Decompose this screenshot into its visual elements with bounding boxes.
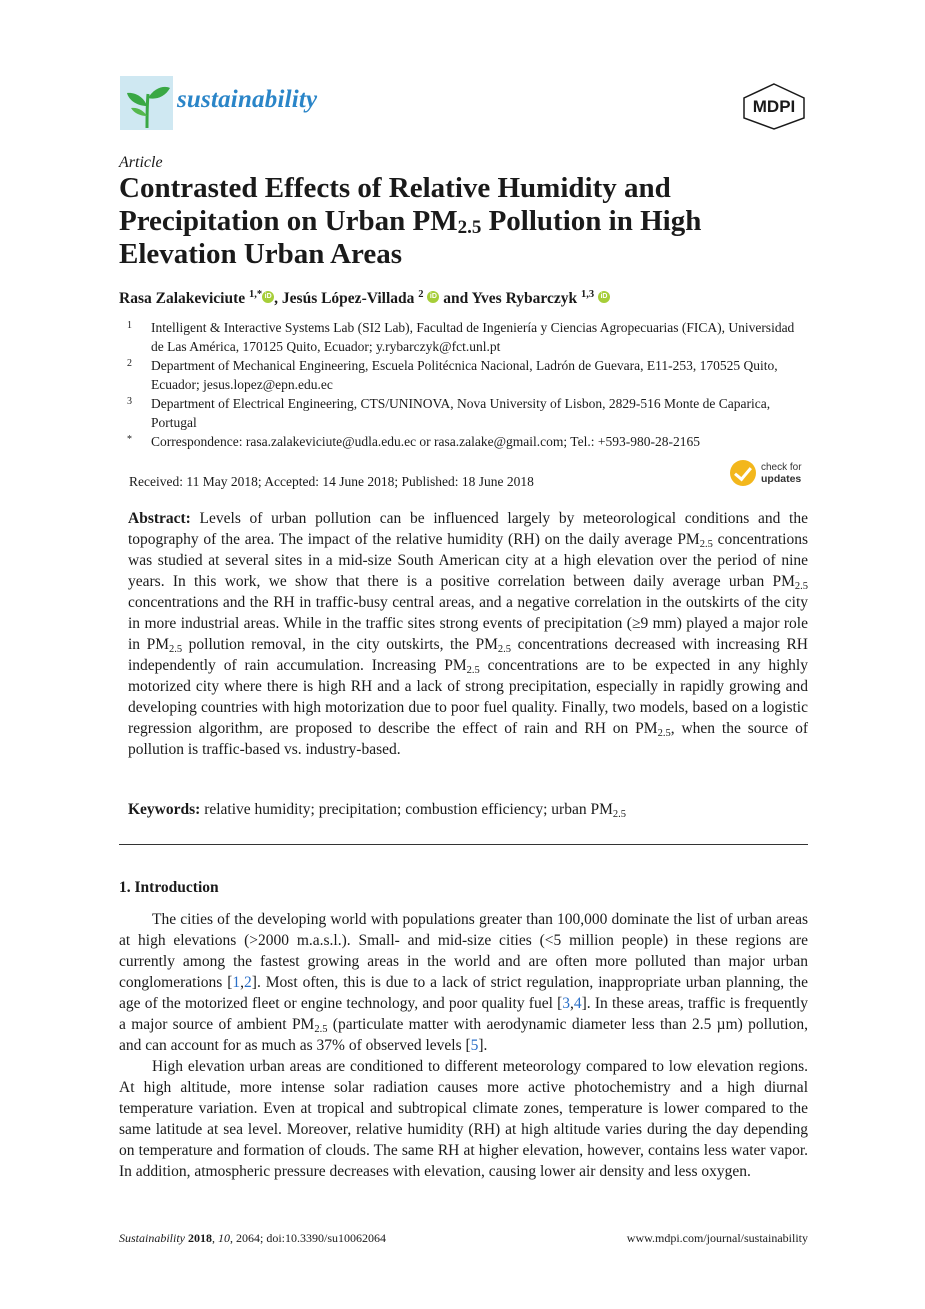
publisher-name: MDPI <box>752 97 796 116</box>
author-name: Yves Rybarczyk <box>471 290 578 308</box>
plant-icon <box>120 76 173 130</box>
article-title: Contrasted Effects of Relative Humidity and Precipitation on Urban $PM_{2.5}$ Pollution in High Elevation Urban Areas <box>119 172 702 270</box>
author-list: Rasa Zalakeviciute $^{1,*}$ iD , Jesús López-Villada $^2$ iD and Yves Rybarczyk $^{1,3}$ iD <box>119 289 610 308</box>
orcid-icon[interactable]: iD <box>427 291 439 303</box>
citation-link[interactable]: 4 <box>573 995 582 1012</box>
footer-citation: Sustainability 2018, 10, 2064; doi:10.3390/su10062064 <box>119 1231 387 1245</box>
affiliation-item: 1 Intelligent & Interactive Systems Lab (SI2 Lab), Facultad de Ingeniería y Ciencias Agropecuarias (FICA), Universidad de Las América, 170125 Quito, Ecuador; y.rybarczyk@fct.unl.pt <box>127 320 795 354</box>
citation-link[interactable]: 1 <box>232 974 241 991</box>
mdpi-logo[interactable] <box>740 82 808 130</box>
footer-url[interactable]: www.mdpi.com/journal/sustainability <box>626 1231 808 1245</box>
citation-link[interactable]: 2 <box>244 974 252 991</box>
keywords: Keywords: relative humidity; precipitation; combustion efficiency; urban $PM_{2.5}$ <box>128 801 626 820</box>
affiliation-item: 3 Department of Electrical Engineering, CTS/UNINOVA, Nova University of Lisbon, 2829-516 Monte de Caparica, Portugal <box>127 396 771 430</box>
introduction-body <box>119 909 808 1182</box>
affiliation-item: 2 Department of Mechanical Engineering, Escuela Politécnica Nacional, Ladrón de Guevara, E11-253, 170525 Quito, Ecuador; jesus.lopez@epn.edu.ec <box>127 358 778 392</box>
paragraph: High elevation urban areas are conditioned to different meteorology compared to low elevation regions. At high altitude, more intense solar radiation causes more active photochemistry and a high diurnal temperature variation. Even at tropical and subtropical climate zones, temperature is lower compared to the same latitude at sea level. Moreover, relative humidity (RH) at high altitude varies during the day depending on temperature and formation of clouds. The same RH at higher elevation, however, contains less water vapor. In addition, atmospheric pressure decreases with elevation, causing lower air density and less oxygen. <box>119 1058 808 1180</box>
journal-name[interactable]: sustainability <box>177 86 318 113</box>
publication-dates: Received: 11 May 2018; Accepted: 14 June 2018; Published: 18 June 2018 <box>129 474 534 489</box>
orcid-icon[interactable]: iD <box>598 291 610 303</box>
section-heading: 1. Introduction <box>119 879 219 896</box>
section-divider <box>119 844 808 845</box>
correspondence: * Correspondence: rasa.zalakeviciute@udla.edu.ec or rasa.zalake@gmail.com; Tel.: +593-980-28-2165 <box>127 434 700 449</box>
article-type: Article <box>119 154 163 171</box>
checkmark-icon <box>730 460 756 486</box>
journal-logo <box>120 76 173 130</box>
author-name: Jesús López-Villada <box>281 290 415 308</box>
affiliations <box>119 318 809 451</box>
orcid-icon[interactable]: iD <box>262 291 274 303</box>
author-name: Rasa Zalakeviciute <box>119 290 246 308</box>
citation-link[interactable]: 3 <box>562 995 571 1012</box>
check-for-updates-button[interactable]: check for updates <box>730 460 810 490</box>
abstract: Abstract: Levels of urban pollution can be influenced largely by meteorological conditions and the topography of the area. The impact of the relative humidity (RH) on the daily average $PM_{2.5}$ concentrations was studied at several sites in a mid-size South American city at a high elevation over the period of nine years. In this work, we show that there is a positive correlation between daily average urban $PM_{2.5}$ concentrations and the RH in traffic-busy central areas, and a negative correlation in the outskirts of the city in more industrial areas. While in the traffic sites strong events of precipitation (≥9 mm) played a major role in $PM_{2.5}$ pollution removal, in the city outskirts, the $PM_{2.5}$ concentrations decreased with increasing RH independently of rain accumulation. Increasing $PM_{2.5}$ concentrations are to be expected in any highly motorized city where there is high RH and a lack of strong precipitation, especially in rapidly growing and developing countries with high motorization due to poor fuel quality. Finally, two models, based on a logistic regression algorithm, are proposed to describe the effect of rain and RH on $PM_{2.5}$, when the source of pollution is traffic-based vs. industry-based. <box>128 510 808 758</box>
paragraph: The cities of the developing world with populations greater than 100,000 dominate the list of urban areas at high elevations (>2000 m.a.s.l.). Small- and mid-size cities (<5 million people) in these regions are currently among the fastest growing areas in the world and are often more polluted than major urban conglomerations [1,2]. Most often, this is due to a lack of strict regulation, inappropriate urban planning, the age of the motorized fleet or engine technology, and poor quality fuel [3,4]. In these areas, traffic is frequently a major source of ambient $PM_{2.5}$ (particulate matter with aerodynamic diameter less than 2.5 µm) pollution, and can account for as much as 37% of observed levels [5]. <box>119 911 808 1054</box>
citation-link[interactable]: 5 <box>470 1037 479 1054</box>
